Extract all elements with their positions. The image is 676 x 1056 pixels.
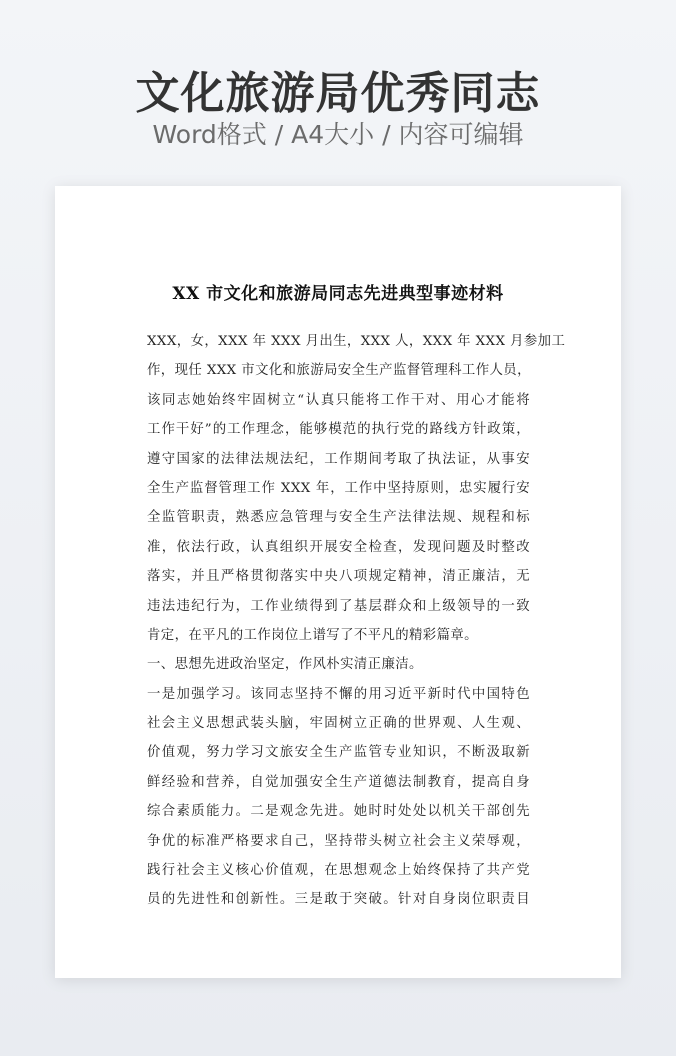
body-line: 综合素质能力。二是观念先进。她时时处处以机关干部创先 <box>147 804 530 820</box>
body-line: XXX，女，XXX 年 XXX 月出生，XXX 人，XXX 年 XXX 月参加工 <box>147 334 566 349</box>
body-line: 工作干好”的工作理念，能够模范的执行党的路线方针政策， <box>147 422 530 438</box>
body-line: 价值观，努力学习文旅安全生产监管专业知识，不断汲取新 <box>147 745 530 761</box>
body-line: 全监管职责，熟悉应急管理与安全生产法律法规、规程和标 <box>147 510 530 526</box>
body-line: 践行社会主义核心价值观，在思想观念上始终保持了共产党 <box>147 863 530 879</box>
body-line: 争优的标准严格要求自己，坚持带头树立社会主义荣辱观， <box>147 833 530 849</box>
document-body <box>147 327 566 915</box>
body-line: 员的先进性和创新性。三是敢于突破。针对自身岗位职责目 <box>147 892 530 908</box>
body-line: 遵守国家的法律法规法纪，工作期间考取了执法证，从事安 <box>147 451 530 467</box>
body-line: 违法违纪行为，工作业绩得到了基层群众和上级领导的一致 <box>147 598 530 614</box>
body-line: 一是加强学习。该同志坚持不懈的用习近平新时代中国特色 <box>147 686 530 702</box>
body-line: 全生产监督管理工作 XXX 年，工作中坚持原则，忠实履行安 <box>147 480 530 496</box>
document-page <box>55 186 621 978</box>
body-line: 肯定，在平凡的工作岗位上谱写了不平凡的精彩篇章。 <box>147 627 478 643</box>
banner-title: 文化旅游局优秀同志 <box>135 68 541 119</box>
section-heading: 一、思想先进政治坚定，作风朴实清正廉洁。 <box>147 657 423 673</box>
body-line: 该同志她始终牢固树立“认真只能将工作干对、用心才能将 <box>147 392 530 408</box>
banner-subtitle: Word格式 / A4大小 / 内容可编辑 <box>152 120 524 149</box>
body-line: 落实，并且严格贯彻落实中央八项规定精神，清正廉洁，无 <box>147 569 530 585</box>
body-line: 作，现任 XXX 市文化和旅游局安全生产监督管理科工作人员， <box>147 363 531 379</box>
body-line: 社会主义思想武装头脑，牢固树立正确的世界观、人生观、 <box>147 716 530 732</box>
document-title: XX 市文化和旅游局同志先进典型事迹材料 <box>172 284 504 304</box>
body-line: 准，依法行政，认真组织开展安全检查，发现问题及时整改 <box>147 539 530 555</box>
body-line: 鲜经验和营养，自觉加强安全生产道德法制教育，提高自身 <box>147 774 530 790</box>
